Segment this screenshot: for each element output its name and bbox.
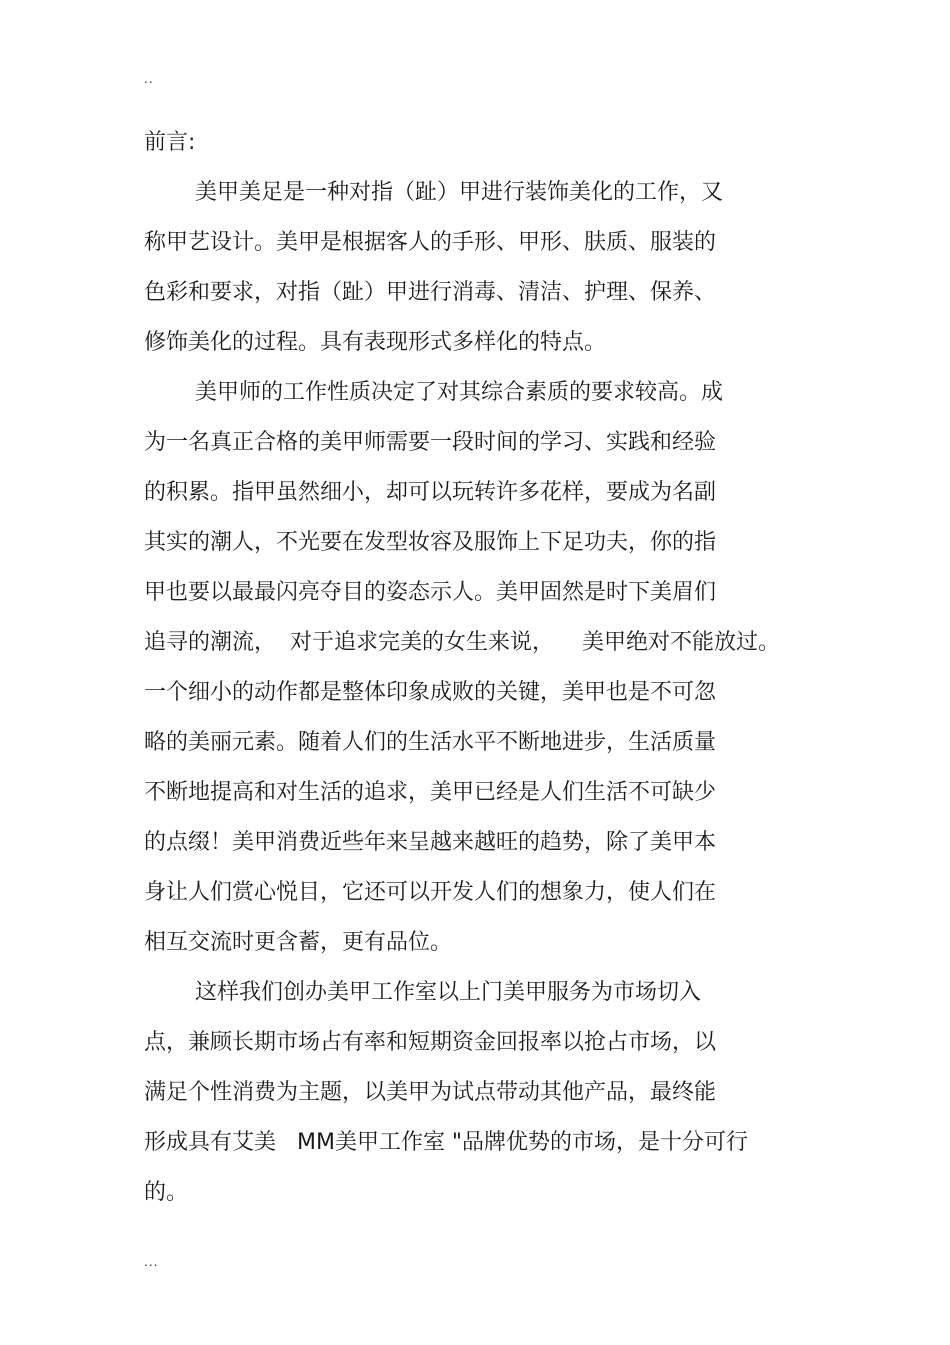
paragraph-line: 身让人们赏心悦目，它还可以开发人们的想象力，使人们在 — [144, 880, 717, 905]
paragraph-line: 不断地提高和对生活的追求，美甲已经是人们生活不可缺少 — [144, 780, 717, 805]
paragraph-line: 一个细小的动作都是整体印象成败的关键，美甲也是不可忽 — [144, 680, 717, 705]
paragraph-line: 修饰美化的过程。具有表现形式多样化的特点。 — [144, 330, 607, 355]
paragraph-line: 称甲艺设计。美甲是根据客人的手形、甲形、肤质、服装的 — [144, 230, 717, 255]
document-body — [144, 118, 794, 1218]
paragraph-line: 形成具有艾美 MM美甲工作室 "品牌优势的市场，是十分可行 — [144, 1130, 749, 1155]
paragraph-line: 这样我们创办美甲工作室以上门美甲服务为市场切入 — [195, 980, 702, 1005]
paragraph-line: 点，兼顾长期市场占有率和短期资金回报率以抢占市场，以 — [144, 1030, 717, 1055]
paragraph-line: 美甲美足是一种对指（趾）甲进行装饰美化的工作，又 — [195, 180, 724, 205]
paragraph-line: 追寻的潮流， 对于追求完美的女生来说， 美甲绝对不能放过。 — [144, 630, 780, 655]
paragraph-line: 的。 — [144, 1180, 189, 1205]
paragraph-line: 其实的潮人，不光要在发型妆容及服饰上下足功夫，你的指 — [144, 530, 717, 555]
paragraph-line: 甲也要以最最闪亮夺目的姿态示人。美甲固然是时下美眉们 — [144, 580, 717, 605]
page-header-marker: .. — [144, 72, 154, 86]
paragraph-line: 的积累。指甲虽然细小，却可以玩转许多花样，要成为名副 — [144, 480, 717, 505]
paragraph-line: 色彩和要求，对指（趾）甲进行消毒、清洁、护理、保养、 — [144, 280, 717, 305]
paragraph-line: 相互交流时更含蓄，更有品位。 — [144, 930, 453, 955]
heading-preface: 前言: — [144, 130, 196, 155]
paragraph-line: 满足个性消费为主题，以美甲为试点带动其他产品，最终能 — [144, 1080, 717, 1105]
page-footer-marker: ... — [144, 1255, 159, 1269]
paragraph-line: 美甲师的工作性质决定了对其综合素质的要求较高。成 — [195, 380, 724, 405]
paragraph-line: 的点缀！美甲消费近些年来呈越来越旺的趋势，除了美甲本 — [144, 830, 717, 855]
paragraph-line: 略的美丽元素。随着人们的生活水平不断地进步，生活质量 — [144, 730, 717, 755]
paragraph-line: 为一名真正合格的美甲师需要一段时间的学习、实践和经验 — [144, 430, 717, 455]
